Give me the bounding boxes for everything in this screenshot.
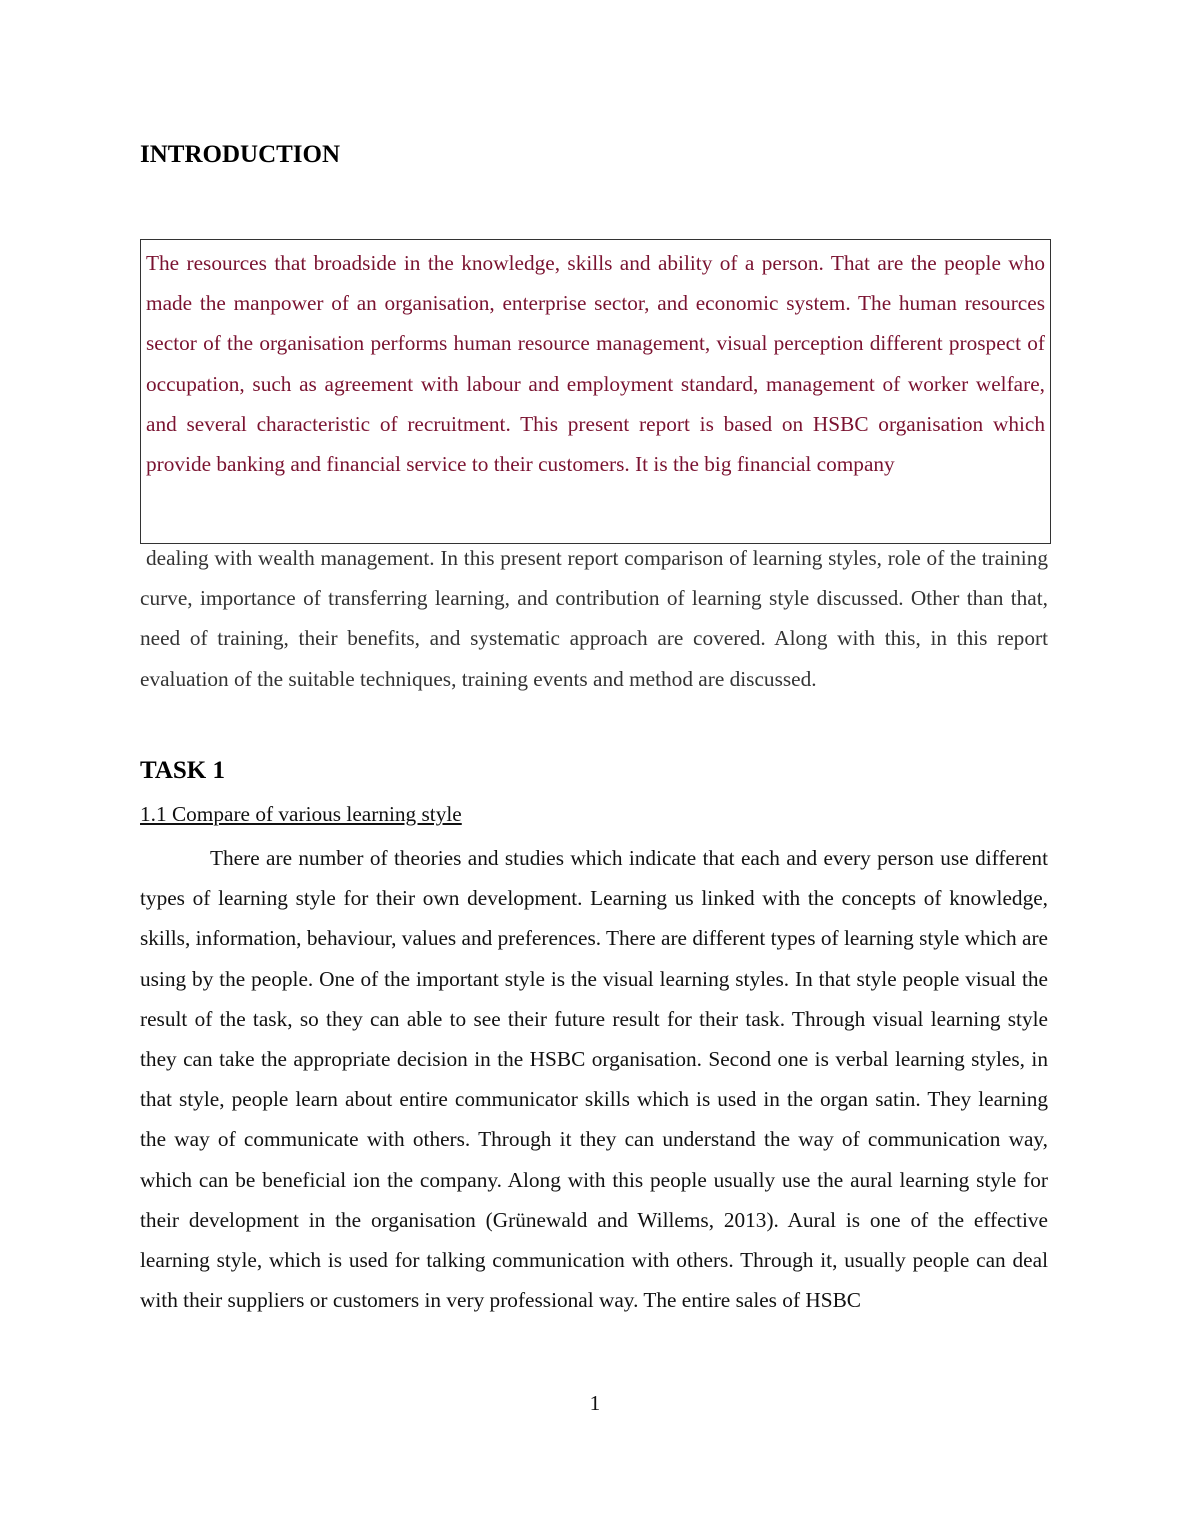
intro-continuation-text: dealing with wealth management. In this present report comparison of learning styles, role of the training curve, importance of transferring learning, and contribution of learning style discussed. Other than that, need of training, their benefits, and systematic approach are covered. Along with this, in this report evaluation of the suitable techniques, training events and method are discussed. [140, 546, 1048, 691]
page-number: 1 [589, 1391, 601, 1415]
task-1-heading: TASK 1 [140, 757, 225, 784]
intro-continuation-paragraph [140, 538, 1048, 699]
section-1-1-heading: 1.1 Compare of various learning style [140, 802, 462, 826]
introduction-heading: INTRODUCTION [140, 141, 341, 168]
section-1-1-body-paragraph: There are number of theories and studies which indicate that each and every person use different types of learning style for their own development. Learning us linked with the concepts of knowledge, skills, information, behaviour, values and preferences. There are different types of learning style which are using by the people. One of the important style is the visual learning styles. In that style people visual the result of the task, so they can able to see their future result for their task. Through visual learning style they can take the appropriate decision in the HSBC organisation. Second one is verbal learning styles, in that style, people learn about entire communicator skills which is used in the organ satin. They learning the way of communicate with others. Through it they can understand the way of communication way, which can be beneficial ion the company. Along with this people usually use the aural learning style for their development in the organisation (Grünewald and Willems, 2013). Aural is one of the effective learning style, which is used for talking communication with others. Through it, usually people can deal with their suppliers or customers in very professional way. The entire sales of HSBC [140, 846, 1048, 1313]
intro-boxed-paragraph: The resources that broadside in the knowledge, skills and ability of a person. That are the people who made the manpower of an organisation, enterprise sector, and economic system. The human resources sector of the organisation performs human resource management, visual perception different prospect of occupation, such as agreement with labour and employment standard, management of worker welfare, and several characteristic of recruitment. This present report is based on HSBC organisation which provide banking and financial service to their customers. It is the big financial company [140, 239, 1051, 544]
